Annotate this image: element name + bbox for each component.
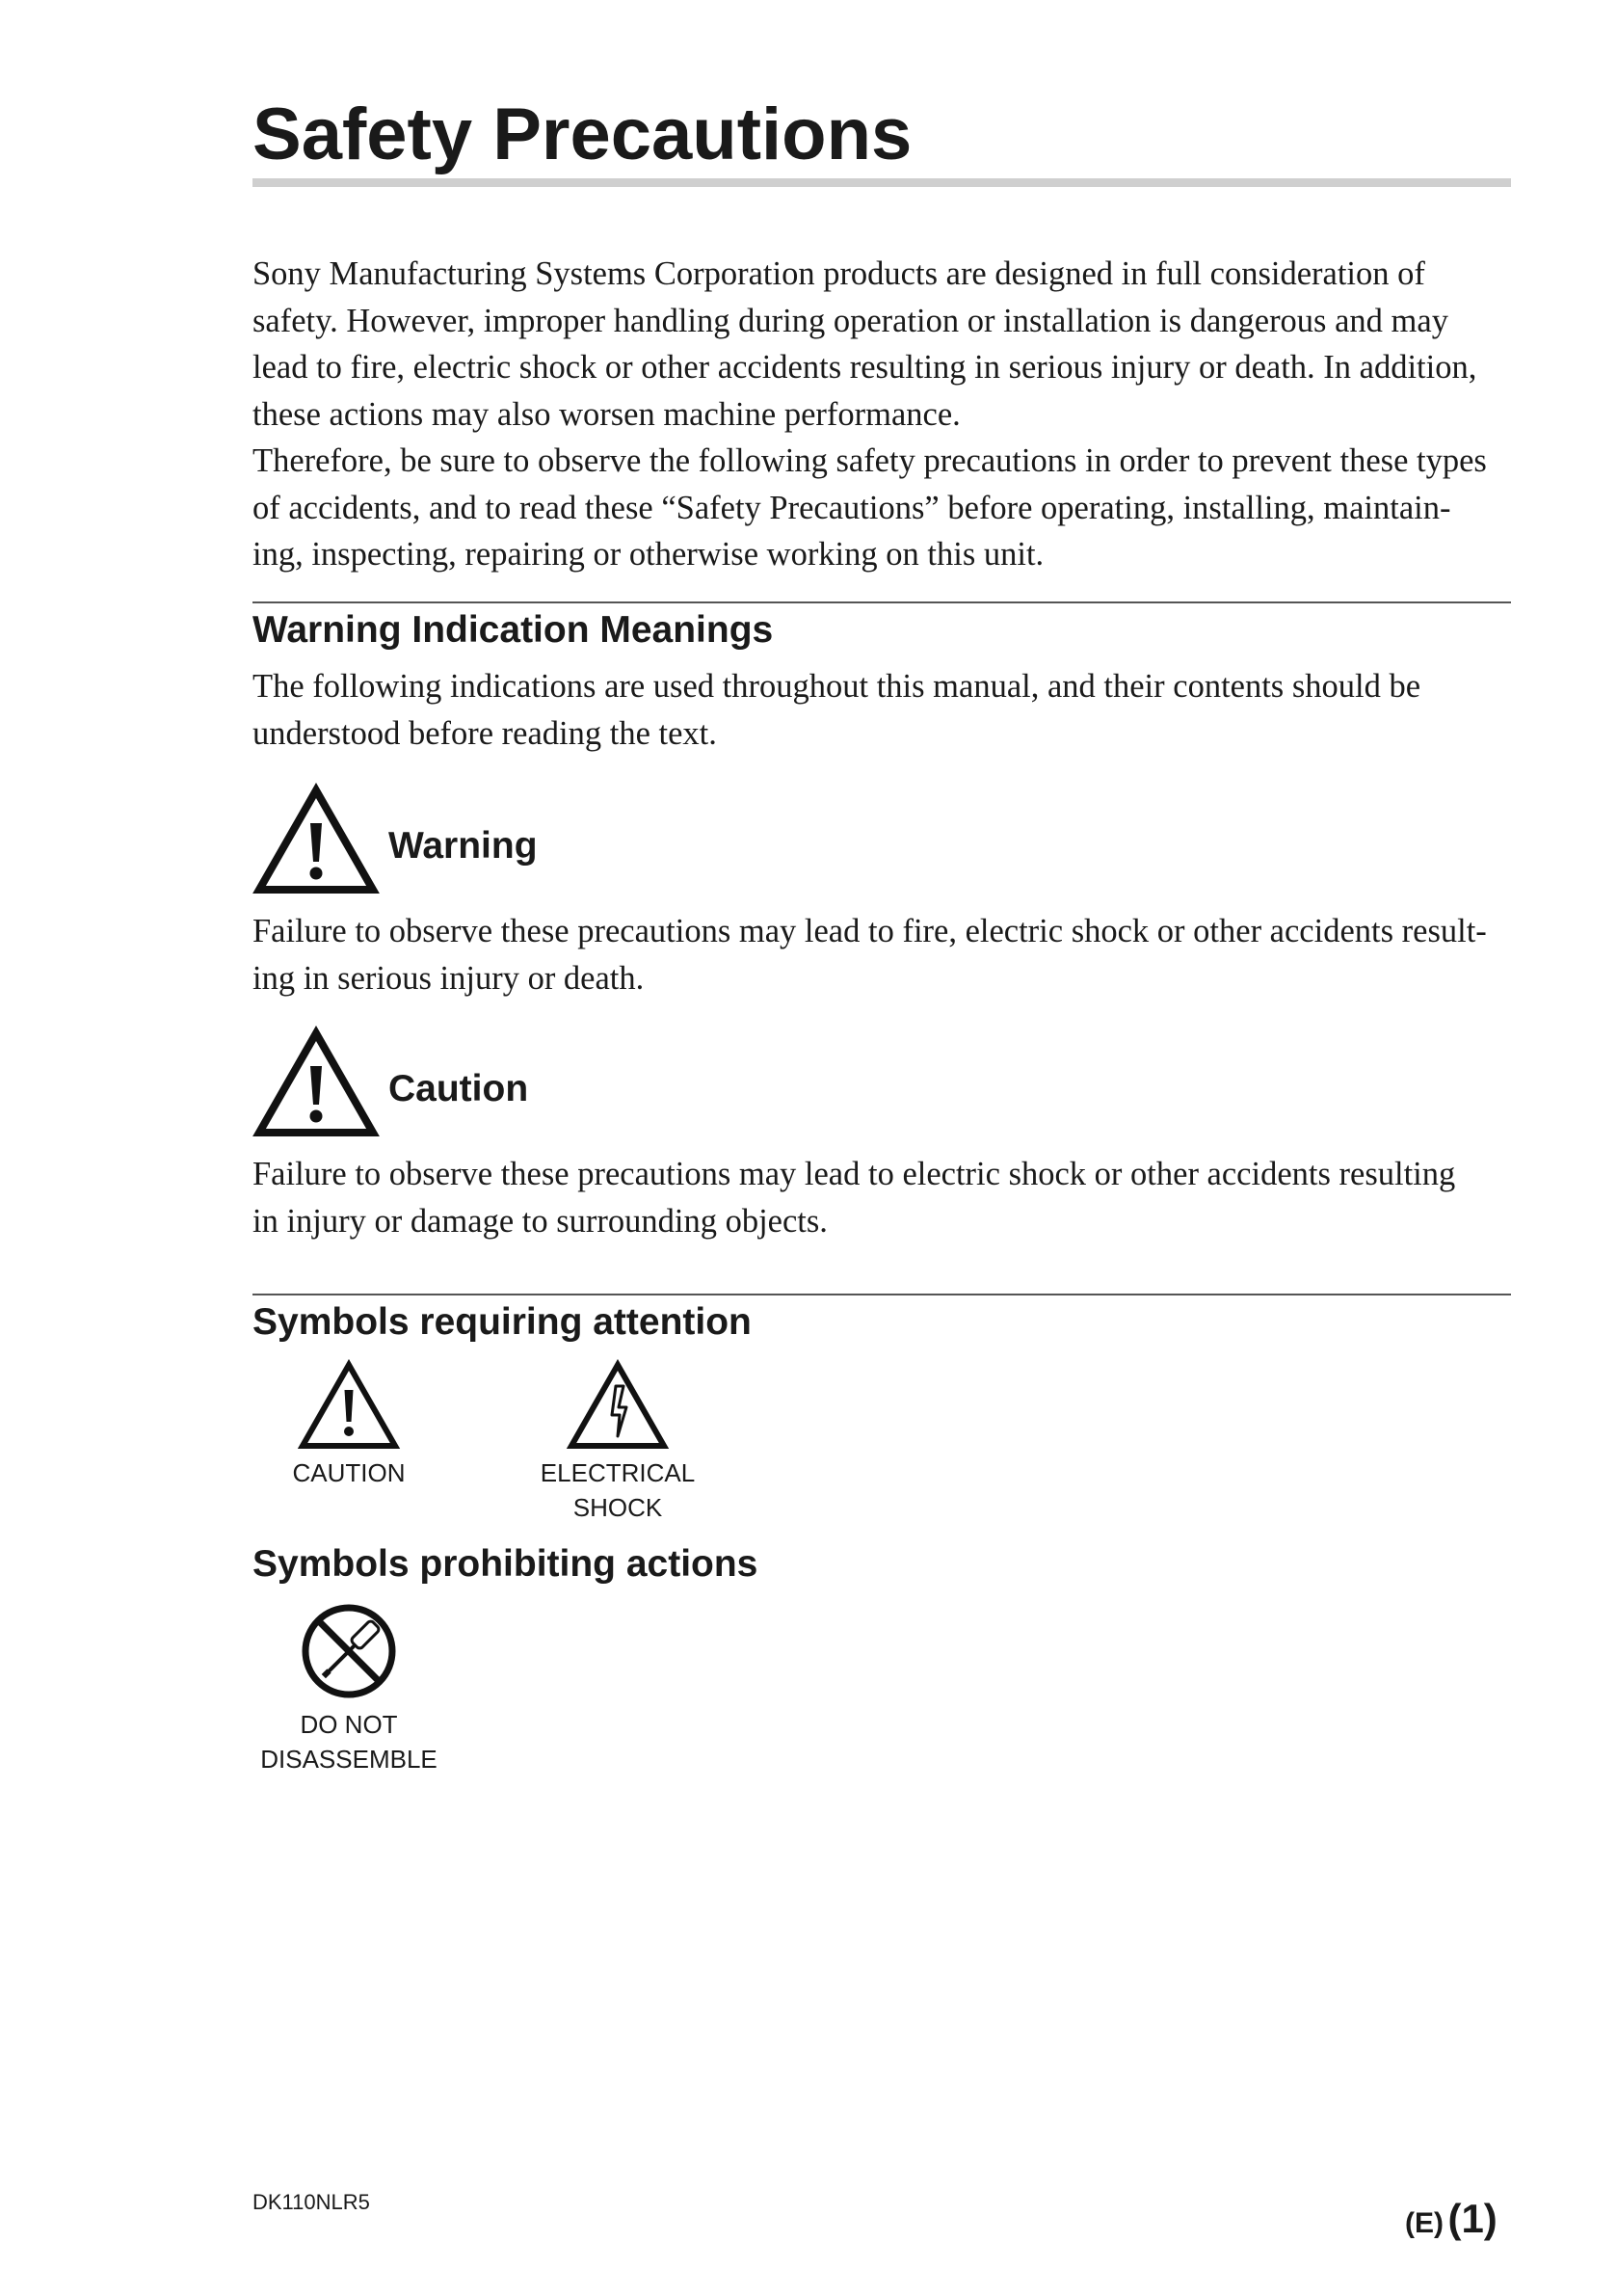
- electrical-shock-caption: [521, 1455, 714, 1525]
- page-number-value: (1): [1447, 2196, 1498, 2241]
- caption-line: SHOCK: [572, 1493, 663, 1522]
- caption-line: DISASSEMBLE: [260, 1745, 437, 1774]
- title-underline: [252, 178, 1511, 187]
- section-divider: [252, 1294, 1511, 1295]
- text-line: these actions may also worsen machine performance.: [252, 395, 961, 433]
- caution-label: Caution: [388, 1068, 529, 1109]
- section-divider: [252, 601, 1511, 603]
- document-code: DK110NLR5: [252, 2190, 370, 2214]
- warning-label: Warning: [388, 825, 538, 867]
- do-not-disassemble-caption: [243, 1707, 455, 1776]
- intro-paragraph-1: [252, 251, 1511, 438]
- caution-symbol-caption: [252, 1455, 445, 1490]
- text-line: Failure to observe these precautions may lead to electric shock or other accidents resulting: [252, 1156, 1456, 1192]
- symbols-attention-heading: Symbols requiring attention: [252, 1301, 752, 1343]
- caption-line: DO NOT: [300, 1710, 398, 1739]
- text-line: ing, inspecting, repairing or otherwise working on this unit.: [252, 536, 1045, 573]
- page-number: [1405, 2196, 1498, 2242]
- text-line: The following indications are used throughout this manual, and their contents should be: [252, 668, 1421, 705]
- page-number-prefix: (E): [1405, 2207, 1444, 2239]
- text-line: ing in serious injury or death.: [252, 959, 645, 997]
- warning-meanings-heading: Warning Indication Meanings: [252, 609, 774, 651]
- caution-triangle-icon: [252, 1026, 380, 1139]
- do-not-disassemble-icon: [300, 1602, 398, 1700]
- warning-meanings-text: [252, 663, 1511, 757]
- warning-triangle-icon: [252, 783, 380, 896]
- symbols-prohibiting-heading: Symbols prohibiting actions: [252, 1543, 758, 1585]
- text-line: safety. However, improper handling during operation or installation is dangerous and may: [252, 302, 1448, 339]
- caution-description: [252, 1151, 1511, 1244]
- caption-line: ELECTRICAL: [540, 1458, 696, 1487]
- intro-paragraph-2: [252, 438, 1511, 578]
- text-line: of accidents, and to read these “Safety Precautions” before operating, installing, maintain-: [252, 489, 1451, 526]
- text-line: lead to fire, electric shock or other accidents resulting in serious injury or death. In addition,: [252, 349, 1477, 386]
- page-title: Safety Precautions: [252, 93, 913, 175]
- text-line: in injury or damage to surrounding objects.: [252, 1202, 828, 1240]
- text-line: understood before reading the text.: [252, 714, 717, 752]
- text-line: Sony Manufacturing Systems Corporation products are designed in full consideration of: [252, 255, 1425, 292]
- text-line: Failure to observe these precautions may lead to fire, electric shock or other accidents result-: [252, 913, 1487, 949]
- electrical-shock-icon: [566, 1359, 670, 1452]
- caution-triangle-icon: [297, 1359, 401, 1452]
- text-line: Therefore, be sure to observe the following safety precautions in order to prevent these types: [252, 442, 1487, 479]
- caption-line: CAUTION: [292, 1458, 406, 1487]
- warning-description: [252, 908, 1511, 1001]
